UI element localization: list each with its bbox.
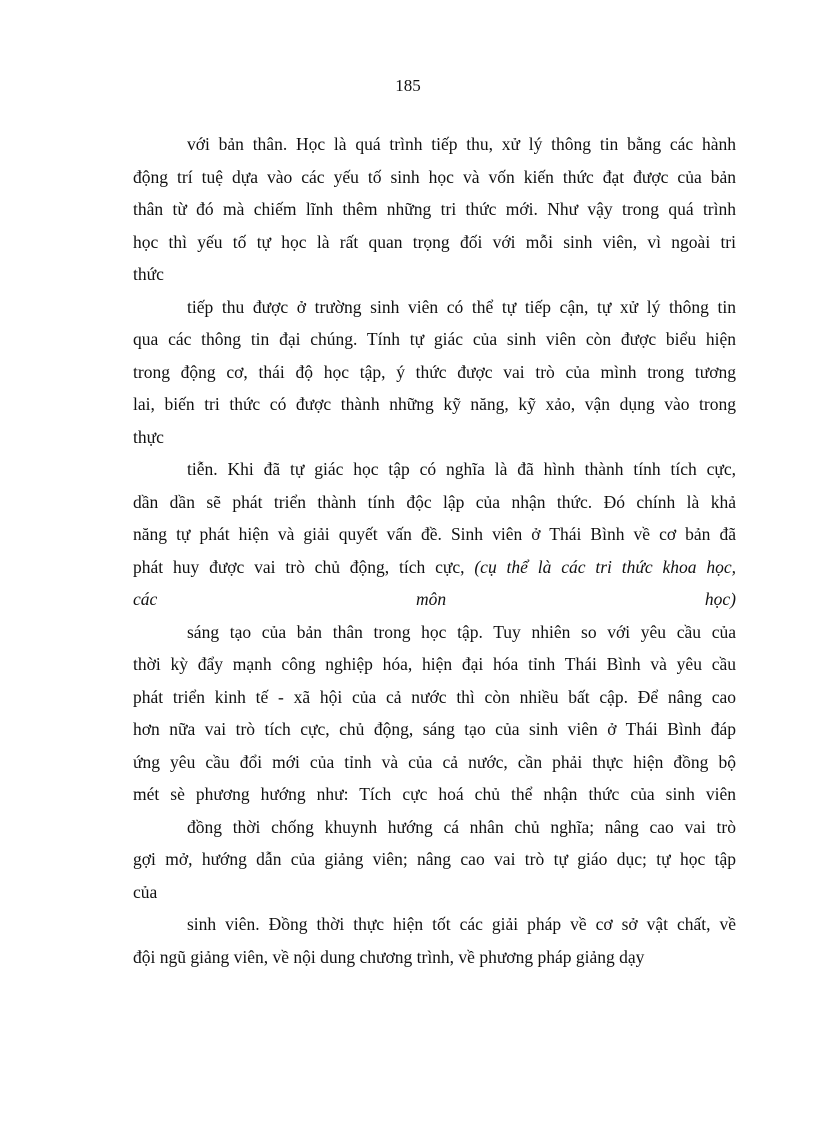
spread-word: môn bbox=[416, 589, 447, 609]
paragraph bbox=[133, 291, 736, 454]
text-line: lai, biến tri thức có được thành những kỹ năng, kỹ xảo, vận dụng vào trong bbox=[133, 394, 736, 414]
text-line: gợi mở, hướng dẫn của giảng viên; nâng cao vai trò tự giáo dục; tự học tập bbox=[133, 849, 736, 869]
text-line: tiếp thu được ở trường sinh viên có thể tự tiếp cận, tự xử lý thông tin bbox=[187, 296, 736, 317]
text-line-mixed bbox=[133, 551, 736, 584]
text-line: với bản thân. Học là quá trình tiếp thu, xử lý thông tin bằng các hành bbox=[187, 134, 736, 154]
text-line: của bbox=[133, 881, 158, 902]
text-line: qua các thông tin đại chúng. Tính tự giác của sinh viên còn được biểu hiện bbox=[133, 329, 736, 349]
text-line: đồng thời chống khuynh hướng cá nhân chủ nghĩa; nâng cao vai trò bbox=[187, 816, 736, 837]
text-line: thức bbox=[133, 264, 164, 284]
text-italic: (cụ thể là các tri thức khoa học, bbox=[474, 556, 736, 577]
text-line-spread bbox=[133, 583, 736, 616]
paragraph bbox=[133, 128, 736, 291]
document-body bbox=[133, 128, 736, 973]
text-line: trong động cơ, thái độ học tập, ý thức được vai trò của mình trong tương bbox=[133, 361, 736, 382]
paragraph bbox=[133, 453, 736, 616]
spread-word: các bbox=[133, 589, 158, 609]
text-line: tiễn. Khi đã tự giác học tập có nghĩa là đã hình thành tính tích cực, bbox=[187, 459, 736, 479]
text-line: mét sè phương hướng như: Tích cực hoá chủ thể nhận thức của sinh viên bbox=[133, 784, 736, 804]
text-line: dần dần sẽ phát triển thành tính độc lập của nhận thức. Đó chính là khả bbox=[133, 491, 736, 512]
text-line: ứng yêu cầu đổi mới của tỉnh và của cả nước, cần phải thực hiện đồng bộ bbox=[133, 751, 736, 772]
page-number: 185 bbox=[395, 76, 421, 95]
text-line: động trí tuệ dựa vào các yếu tố sinh học và vốn kiến thức đạt được của bản bbox=[133, 166, 736, 187]
text-line: sáng tạo của bản thân trong học tập. Tuy nhiên so với yêu cầu của bbox=[187, 621, 736, 642]
paragraph bbox=[133, 908, 736, 973]
text-normal: phát huy được vai trò chủ động, tích cực, bbox=[133, 556, 475, 577]
text-line: thân từ đó mà chiếm lĩnh thêm những tri thức mới. Như vậy trong quá trình bbox=[133, 199, 736, 219]
text-line: năng tự phát hiện và giải quyết vấn đề. Sinh viên ở Thái Bình về cơ bản đã bbox=[133, 524, 736, 544]
paragraph bbox=[133, 811, 736, 909]
text-line: sinh viên. Đồng thời thực hiện tốt các giải pháp về cơ sở vật chất, về bbox=[187, 914, 736, 934]
text-line: phát triển kinh tế - xã hội của cả nước thì còn nhiều bất cập. Để nâng cao bbox=[133, 686, 736, 707]
text-line: thực bbox=[133, 426, 164, 447]
text-line: đội ngũ giảng viên, về nội dung chương trình, về phương pháp giảng dạy bbox=[133, 946, 645, 967]
paragraph bbox=[133, 616, 736, 811]
spread-word: học) bbox=[704, 589, 736, 609]
text-line: thời kỳ đẩy mạnh công nghiệp hóa, hiện đại hóa tỉnh Thái Bình và yêu cầu bbox=[133, 654, 736, 674]
text-line: học thì yếu tố tự học là rất quan trọng đối với mỗi sinh viên, vì ngoài tri bbox=[133, 231, 736, 252]
text-line: hơn nữa vai trò tích cực, chủ động, sáng tạo của sinh viên ở Thái Bình đáp bbox=[133, 719, 736, 739]
